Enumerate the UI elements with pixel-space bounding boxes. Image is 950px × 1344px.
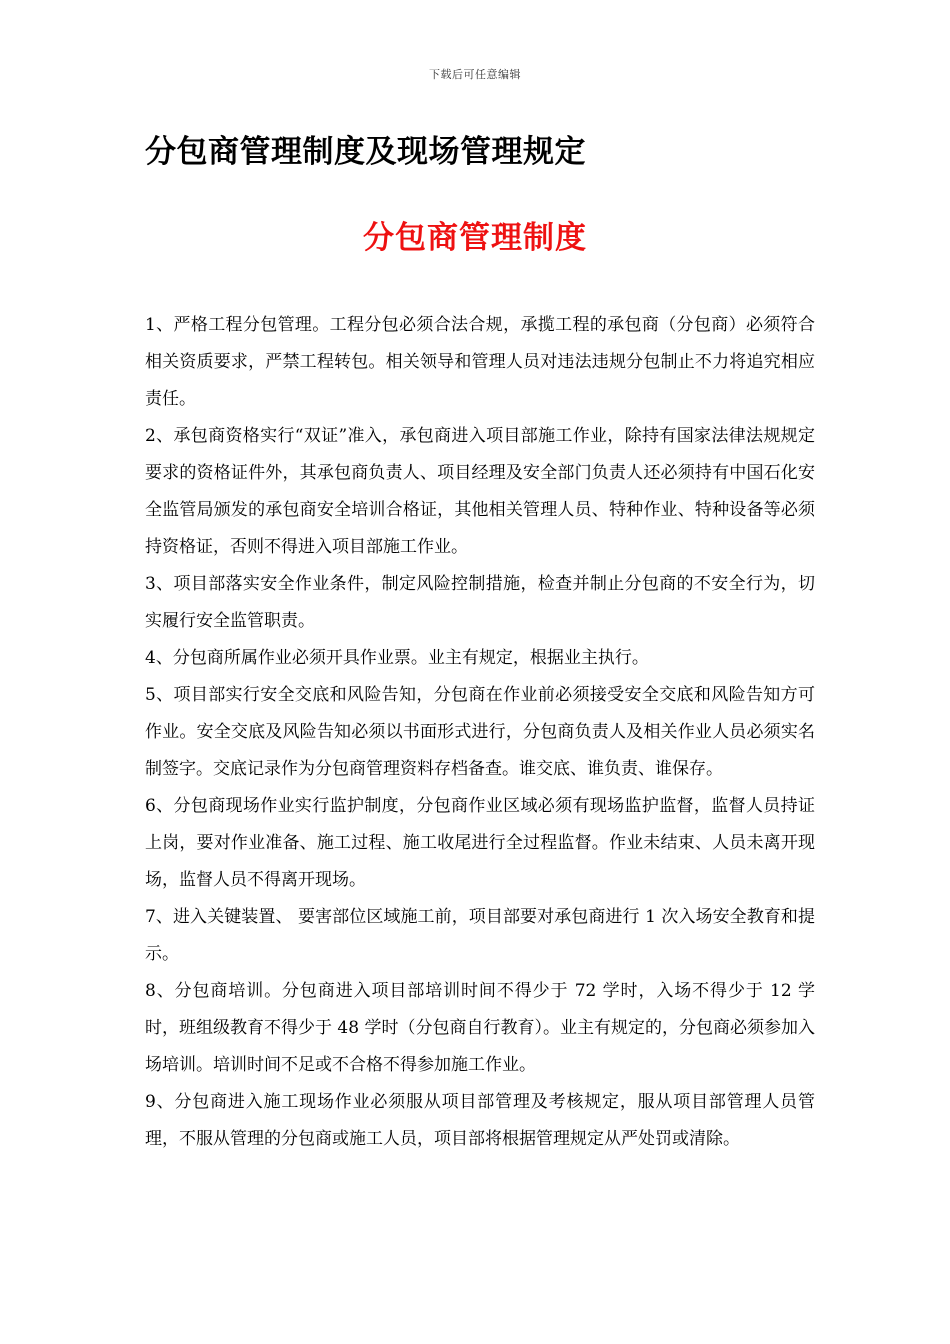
rule-item-4: 4、分包商所属作业必须开具作业票。业主有规定，根据业主执行。 (145, 648, 649, 668)
rule-item-2: 2、承包商资格实行“双证”准入，承包商进入项目部施工作业，除持有国家法律法规规定要求的资格证件外，其承包商负责人、项目经理及安全部门负责人还必须持有中国石化安全监管局颁发的承包商安全培训合格证，其他相关管理人员、特种作业、特种设备等必须持资格证，否则不得进入项目部施工作业。 (145, 426, 815, 557)
section-title: 分包商管理制度 (363, 220, 587, 256)
page-header-note: 下载后可任意编辑 (429, 68, 521, 81)
rules-list (145, 307, 815, 1158)
rule-item-3: 3、项目部落实安全作业条件，制定风险控制措施，检查并制止分包商的不安全行为，切实履行安全监管职责。 (145, 574, 815, 631)
rule-item-9: 9、分包商进入施工现场作业必须服从项目部管理及考核规定，服从项目部管理人员管理，不服从管理的分包商或施工人员，项目部将根据管理规定从严处罚或清除。 (145, 1092, 815, 1149)
rule-item-1: 1、严格工程分包管理。工程分包必须合法合规，承揽工程的承包商（分包商）必须符合相关资质要求，严禁工程转包。相关领导和管理人员对违法违规分包制止不力将追究相应责任。 (145, 315, 815, 409)
rule-item-5: 5、项目部实行安全交底和风险告知，分包商在作业前必须接受安全交底和风险告知方可作业。安全交底及风险告知必须以书面形式进行，分包商负责人及相关作业人员必须实名制签字。交底记录作为分包商管理资料存档备查。谁交底、谁负责、谁保存。 (145, 685, 815, 779)
rule-item-7: 7、进入关键装置、 要害部位区域施工前，项目部要对承包商进行 1 次入场安全教育和提示。 (145, 907, 815, 964)
rule-item-6: 6、分包商现场作业实行监护制度，分包商作业区域必须有现场监护监督，监督人员持证上岗，要对作业准备、施工过程、施工收尾进行全过程监督。作业未结束、人员未离开现场，监督人员不得离开现场。 (145, 796, 815, 890)
rule-item-8: 8、分包商培训。分包商进入项目部培训时间不得少于 72 学时，入场不得少于 12 学时，班组级教育不得少于 48 学时（分包商自行教育）。业主有规定的，分包商必须参加入场培训。培训时间不足或不合格不得参加施工作业。 (145, 981, 815, 1075)
document-title: 分包商管理制度及现场管理规定 (145, 134, 586, 170)
